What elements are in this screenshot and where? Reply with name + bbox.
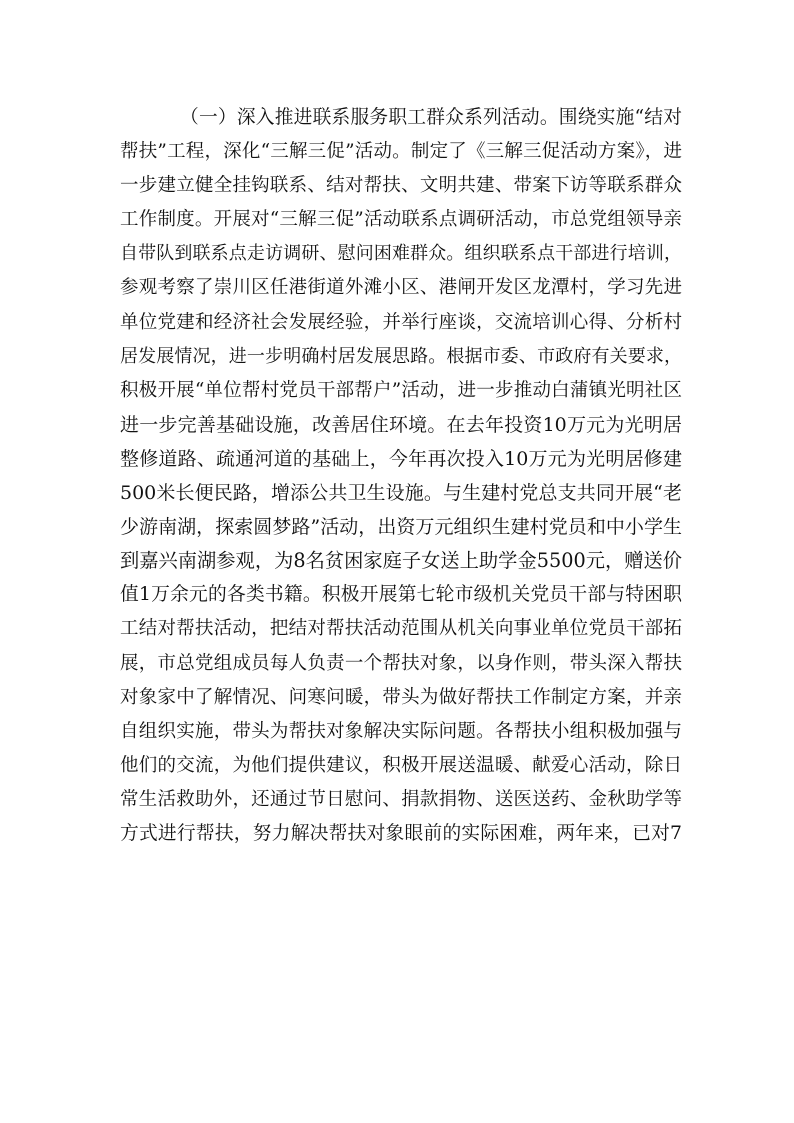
text-line: 到嘉兴南湖参观，为8名贫困家庭子女送上助学金5500元，赠送价 xyxy=(120,549,682,573)
text-line: 自组织实施，带头为帮扶对象解决实际问题。各帮扶小组积极加强与 xyxy=(120,720,682,742)
text-line: 整修道路、疏通河道的基础上，今年再次投入10万元为光明居修建 xyxy=(120,447,682,470)
text-line: （一）深入推进联系服务职工群众系列活动。围绕实施“结对 xyxy=(180,107,682,128)
text-line: 积极开展“单位帮村党员干部帮户”活动，进一步推动白蒲镇光明社区 xyxy=(120,379,682,401)
text-line: 自带队到联系点走访调研、慰问困难群众。组织联系点干部进行培训， xyxy=(120,243,682,265)
text-line: 展，市总党组成员每人负责一个帮扶对象，以身作则，带头深入帮扶 xyxy=(120,652,682,674)
text-line: 单位党建和经济社会发展经验，并举行座谈，交流培训心得、分析村 xyxy=(120,311,682,333)
text-line: 500米长便民路，增添公共卫生设施。与生建村党总支共同开展“老 xyxy=(120,482,682,505)
text-line: 一步建立健全挂钩联系、结对帮扶、文明共建、带案下访等联系群众 xyxy=(120,175,682,197)
body-paragraph xyxy=(120,101,682,851)
text-line: 值1万余元的各类书籍。积极开展第七轮市级机关党员干部与特困职 xyxy=(120,584,682,606)
text-line: 进一步完善基础设施，改善居住环境。在去年投资10万元为光明居 xyxy=(120,413,682,436)
text-line: 少游南湖，探索圆梦路”活动，出资万元组织生建村党员和中小学生 xyxy=(120,516,682,539)
text-line: 工结对帮扶活动，把结对帮扶活动范围从机关向事业单位党员干部拓 xyxy=(120,618,682,640)
text-line: 方式进行帮扶，努力解决帮扶对象眼前的实际困难，两年来，已对7 xyxy=(120,822,682,844)
text-line: 帮扶”工程，深化“三解三促”活动。制定了《三解三促活动方案》，进 xyxy=(120,141,682,163)
text-line: 常生活救助外，还通过节日慰问、捐款捐物、送医送药、金秋助学等 xyxy=(120,788,682,810)
text-line: 他们的交流，为他们提供建议，积极开展送温暖、献爱心活动，除日 xyxy=(120,754,682,776)
text-line: 对象家中了解情况、问寒问暖，带头为做好帮扶工作制定方案，并亲 xyxy=(120,686,682,708)
text-line: 居发展情况，进一步明确村居发展思路。根据市委、市政府有关要求， xyxy=(120,345,682,367)
text-line: 工作制度。开展对“三解三促”活动联系点调研活动，市总党组领导亲 xyxy=(120,209,682,231)
text-line: 参观考察了崇川区任港街道外滩小区、港闸开发区龙潭村，学习先进 xyxy=(120,277,682,299)
